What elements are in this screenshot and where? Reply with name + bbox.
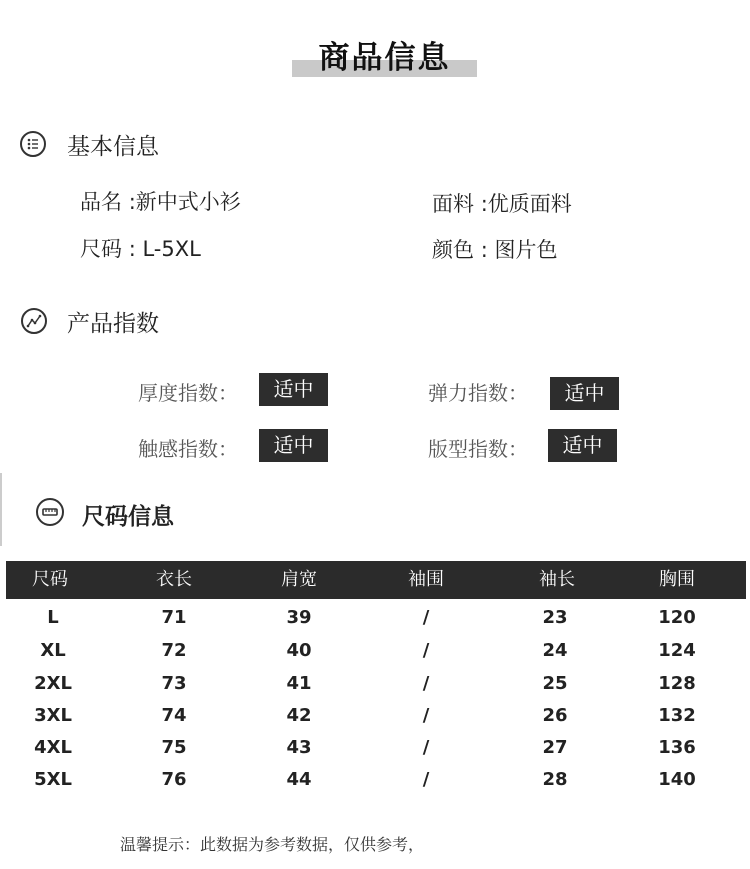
info-sep: : [128, 237, 136, 261]
table-cell: 3XL [34, 705, 72, 726]
thickness-label: 厚度指数： [138, 381, 238, 405]
table-cell: 23 [542, 607, 568, 628]
table-cell: 140 [658, 769, 696, 790]
col-header-size: 尺码 [32, 569, 68, 590]
table-row [0, 764, 750, 796]
info-label: 颜色 [432, 238, 474, 262]
trend-icon [21, 308, 47, 334]
table-cell: L [47, 607, 59, 628]
table-cell: / [422, 705, 430, 726]
table-cell: 43 [286, 737, 312, 758]
table-cell: / [422, 640, 430, 661]
touch-label: 触感指数： [138, 437, 238, 461]
table-cell: 27 [542, 737, 568, 758]
info-sep: : [480, 238, 488, 262]
basic-info-title: 基本信息 [67, 134, 159, 160]
table-row [0, 602, 750, 634]
table-cell: 73 [161, 673, 187, 694]
thickness-value-tag: 适中 [259, 373, 328, 406]
table-cell: 2XL [34, 673, 72, 694]
info-label: 品名 [80, 190, 122, 214]
fit-label: 版型指数： [428, 437, 528, 461]
table-cell: 136 [658, 737, 696, 758]
elasticity-label: 弹力指数： [428, 381, 528, 405]
table-cell: 74 [161, 705, 187, 726]
table-cell: 5XL [34, 769, 72, 790]
table-cell: 132 [658, 705, 696, 726]
table-cell: 40 [286, 640, 312, 661]
table-cell: 28 [542, 769, 568, 790]
table-cell: 44 [286, 769, 312, 790]
table-cell: / [422, 737, 430, 758]
table-cell: XL [40, 640, 66, 661]
info-value: L-5XL [142, 237, 201, 261]
size-info-title: 尺码信息 [82, 504, 174, 530]
col-header-sleeve-width: 袖围 [408, 569, 444, 590]
table-cell: 24 [542, 640, 568, 661]
table-cell: 39 [286, 607, 312, 628]
info-value: 图片色 [494, 238, 558, 262]
col-header-length: 衣长 [156, 569, 192, 590]
info-item-color [432, 234, 557, 264]
table-cell: 26 [542, 705, 568, 726]
table-cell: / [422, 607, 430, 628]
reference-note: 温馨提示：此数据为参考数据，仅供参考， [120, 835, 425, 854]
info-sep: : [128, 190, 136, 214]
col-header-sleeve-length: 袖长 [539, 569, 575, 590]
section-divider-line [0, 473, 2, 546]
table-cell: 71 [161, 607, 187, 628]
page-title: 商品信息 [318, 40, 451, 76]
info-item-name [80, 186, 241, 216]
col-header-chest: 胸围 [659, 569, 695, 590]
col-header-shoulder: 肩宽 [281, 569, 317, 590]
table-cell: 76 [161, 769, 187, 790]
info-label: 尺码 [80, 237, 122, 261]
table-cell: / [422, 673, 430, 694]
info-value: 新中式小衫 [135, 190, 241, 214]
info-value: 优质面料 [487, 192, 572, 216]
touch-value-tag: 适中 [259, 429, 328, 462]
table-cell: 41 [286, 673, 312, 694]
elasticity-value-tag: 适中 [550, 377, 619, 410]
table-cell: 25 [542, 673, 568, 694]
product-index-title: 产品指数 [67, 311, 159, 337]
table-cell: 72 [161, 640, 187, 661]
fit-value-tag: 适中 [548, 429, 617, 462]
info-item-size [80, 233, 201, 263]
table-cell: 4XL [34, 737, 72, 758]
info-item-fabric [432, 188, 572, 218]
table-cell: 128 [658, 673, 696, 694]
table-row [0, 732, 750, 764]
info-label: 面料 [432, 192, 474, 216]
table-row [0, 700, 750, 732]
info-sep: : [480, 192, 488, 216]
table-row [0, 635, 750, 667]
ruler-icon [36, 498, 64, 526]
table-cell: 124 [658, 640, 696, 661]
table-cell: / [422, 769, 430, 790]
table-cell: 75 [161, 737, 187, 758]
list-icon [20, 131, 46, 157]
table-row [0, 668, 750, 700]
table-cell: 120 [658, 607, 696, 628]
table-cell: 42 [286, 705, 312, 726]
